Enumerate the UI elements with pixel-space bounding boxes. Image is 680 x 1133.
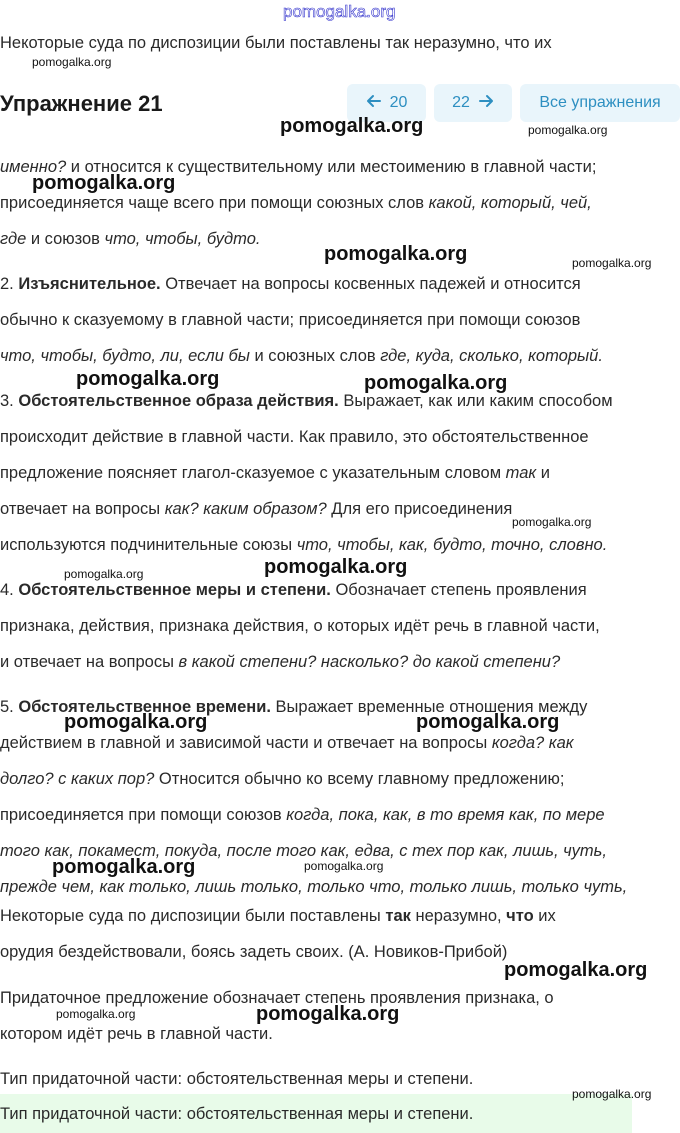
watermark: pomogalka.org — [56, 1007, 136, 1021]
next-exercise-button[interactable] — [434, 84, 512, 122]
arrow-right-icon — [478, 93, 494, 114]
watermark: pomogalka.org — [32, 55, 112, 69]
prev-exercise-label: 20 — [389, 94, 408, 111]
text-line: действием в главной и зависимой части и отвечает на вопросы когда? как — [0, 734, 574, 752]
text-line: используются подчинительные союзы что, чтобы, как, будто, точно, словно. — [0, 536, 608, 554]
text-line: что, чтобы, будто, ли, если бы и союзных слов где, куда, сколько, который. — [0, 347, 603, 365]
text-line: прежде чем, как только, лишь только, только что, только лишь, только чуть, — [0, 878, 628, 896]
text-line: 2. Изъяснительное. Отвечает на вопросы косвенных падежей и относится — [0, 275, 581, 293]
watermark: pomogalka.org — [76, 368, 220, 390]
watermark: pomogalka.org — [528, 123, 608, 137]
text-line: долго? с каких пор? Относится обычно ко всему главному предложению; — [0, 770, 565, 788]
all-exercises-label: Все упражнения — [539, 94, 661, 111]
intro-line: Некоторые суда по диспозиции были поставлены так неразумно, что их — [0, 34, 552, 52]
explanation-line: Придаточное предложение обозначает степень проявления признака, о — [0, 989, 554, 1007]
watermark: pomogalka.org — [304, 859, 384, 873]
text-line: присоединяется чаще всего при помощи союзных слов какой, который, чей, — [0, 194, 592, 212]
watermark: pomogalka.org — [64, 711, 208, 733]
watermark: pomogalka.org — [572, 256, 652, 270]
watermark: pomogalka.org — [324, 243, 468, 265]
watermark: pomogalka.org — [572, 1087, 652, 1101]
watermark: pomogalka.org — [280, 115, 424, 137]
example-sentence: Некоторые суда по диспозиции были поставлены так неразумно, что их — [0, 907, 556, 925]
text-line: 5. Обстоятельственное времени. Выражает временные отношения между — [0, 698, 588, 716]
page-title: Упражнение 21 — [0, 91, 163, 116]
type-line: Тип придаточной части: обстоятельственная меры и степени. — [0, 1070, 474, 1088]
text-line: именно? и относится к существительному или местоимению в главной части; — [0, 158, 597, 176]
explanation-line: котором идёт речь в главной части. — [0, 1025, 273, 1043]
next-exercise-label: 22 — [452, 94, 470, 111]
watermark: pomogalka.org — [364, 372, 508, 394]
text-line: признака, действия, признака действия, о которых идёт речь в главной части, — [0, 617, 600, 635]
watermark: pomogalka.org — [256, 1003, 400, 1025]
answer-line: Тип придаточной части: обстоятельственная меры и степени. — [0, 1105, 474, 1123]
text-line: происходит действие в главной части. Как правило, это обстоятельственное — [0, 428, 589, 446]
text-line: предложение поясняет глагол-сказуемое с указательным словом так и — [0, 464, 550, 482]
top-watermark: pomogalka.org — [283, 2, 396, 21]
arrow-left-icon — [366, 93, 382, 114]
watermark: pomogalka.org — [52, 856, 196, 878]
text-line: присоединяется при помощи союзов когда, пока, как, в то время как, по мере — [0, 806, 605, 824]
watermark: pomogalka.org — [32, 172, 176, 194]
watermark: pomogalka.org — [512, 515, 592, 529]
text-line: 4. Обстоятельственное меры и степени. Обозначает степень проявления — [0, 581, 587, 599]
text-line: отвечает на вопросы как? каким образом? Для его присоединения — [0, 500, 513, 518]
example-sentence: орудия бездействовали, боясь задеть своих. (А. Новиков-Прибой) — [0, 943, 508, 961]
text-line: обычно к сказуемому в главной части; присоединяется при помощи союзов — [0, 311, 581, 329]
text-line: 3. Обстоятельственное образа действия. Выражает, как или каким способом — [0, 392, 613, 410]
watermark: pomogalka.org — [64, 567, 144, 581]
watermark: pomogalka.org — [416, 711, 560, 733]
text-line: того как, покамест, покуда, после того как, едва, с тех пор как, лишь, чуть, — [0, 842, 607, 860]
all-exercises-button[interactable] — [520, 84, 680, 122]
text-line: и отвечает на вопросы в какой степени? насколько? до какой степени? — [0, 653, 561, 671]
watermark: pomogalka.org — [264, 556, 408, 578]
text-line: где и союзов что, чтобы, будто. — [0, 230, 261, 248]
watermark: pomogalka.org — [504, 959, 648, 981]
